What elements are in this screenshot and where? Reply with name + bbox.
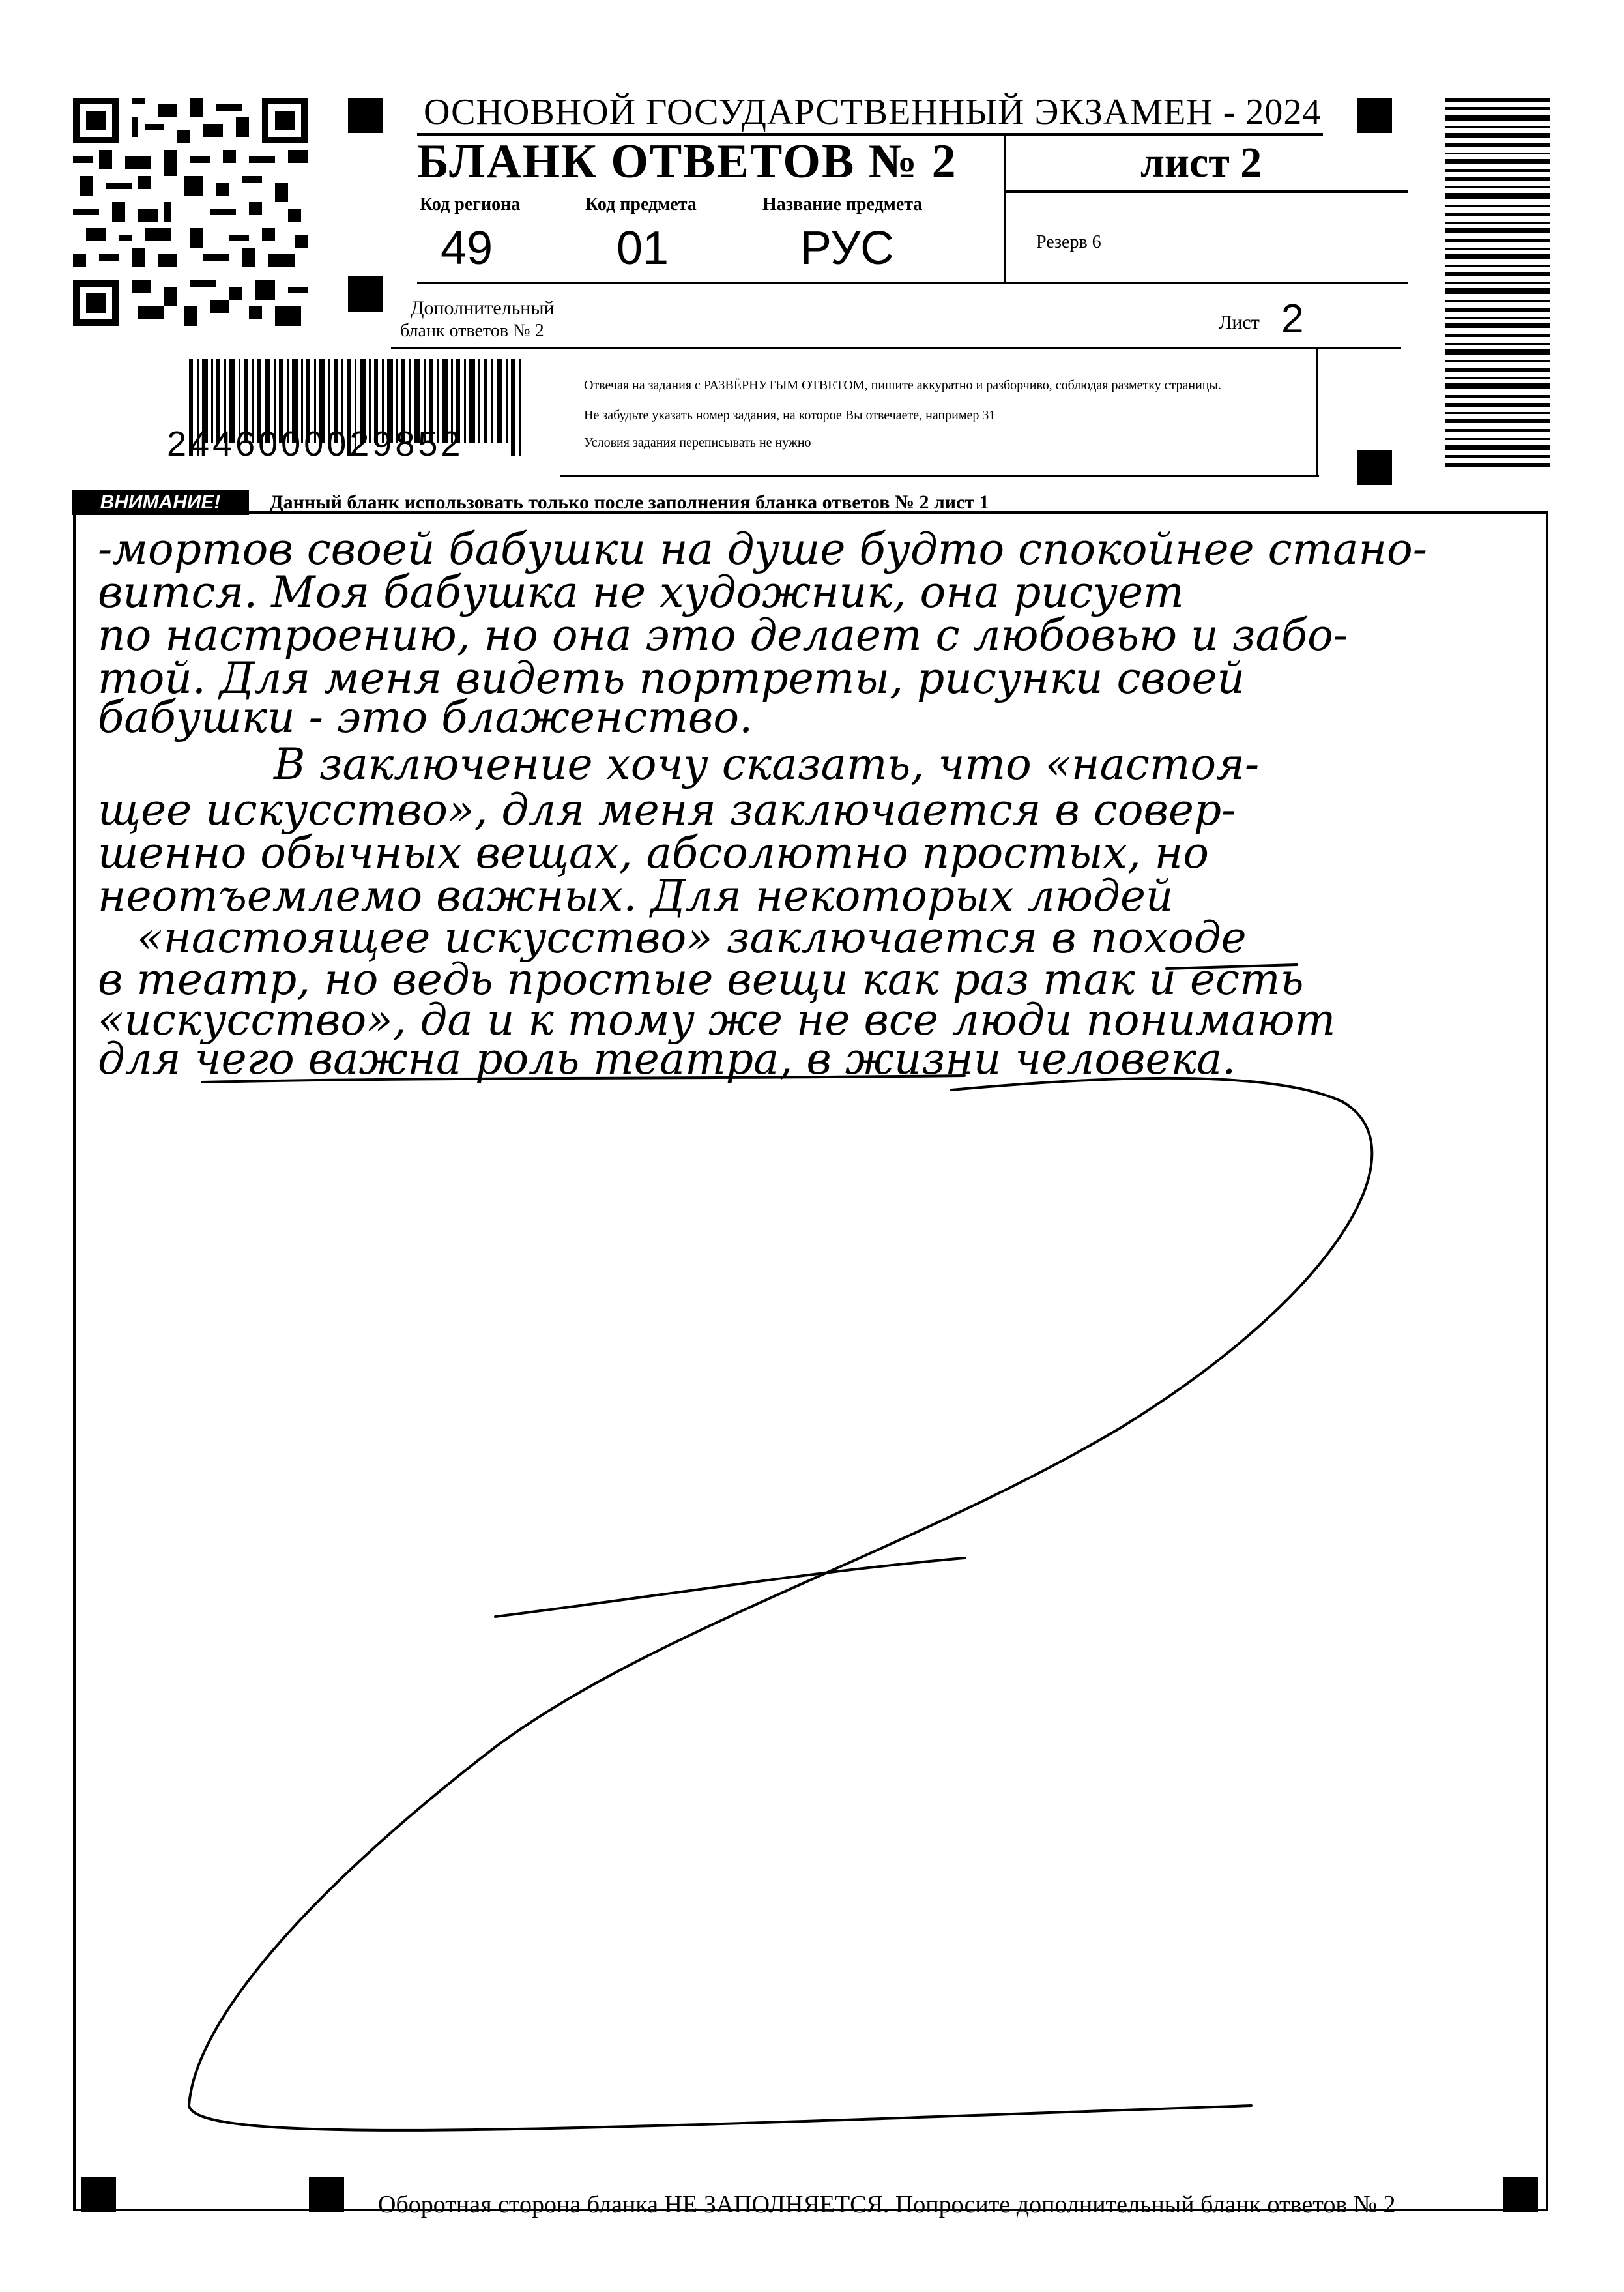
registration-marker	[348, 98, 383, 133]
handwritten-line: в театр, но ведь простые вещи как раз так и есть	[98, 954, 1304, 1005]
handwritten-line: бабушки - это блаженство.	[98, 692, 753, 742]
barcode-number: 2446000029852	[167, 424, 464, 463]
handwritten-line: той. Для меня видеть портреты, рисунки своей	[98, 653, 1245, 703]
additional-underline	[391, 347, 1401, 349]
footer-note: Оборотная сторона бланка НЕ ЗАПОЛНЯЕТСЯ. Попросите дополнительный бланк ответов № 2	[378, 2191, 1396, 2218]
header-divider	[417, 282, 1408, 284]
handwritten-line: для чего важна роль театра, в жизни человека.	[98, 1034, 1236, 1084]
qr-code	[73, 98, 308, 326]
sheet-title: лист 2	[1140, 139, 1262, 186]
attention-badge: ВНИМАНИЕ!	[72, 490, 249, 515]
handwritten-line: «настоящее искусство» заключается в походе	[137, 913, 1247, 963]
registration-marker	[348, 276, 383, 312]
subject-code-value: 01	[616, 222, 669, 274]
form-title: БЛАНК ОТВЕТОВ № 2	[417, 135, 957, 188]
handwritten-line: щее искусство», для меня заключается в совер-	[98, 785, 1236, 835]
handwritten-line: по настроению, но она это делает с любовью и забо-	[98, 610, 1348, 660]
handwritten-line: неотъемлемо важных. Для некоторых людей	[98, 871, 1174, 921]
handwritten-line: вится. Моя бабушка не художник, она рисует	[98, 567, 1184, 617]
instruction-line: Отвечая на задания с РАЗВЁРНУТЫМ ОТВЕТОМ, пишите аккуратно и разборчиво, соблюдая разметку страницы.	[584, 378, 1221, 392]
handwritten-line: шенно обычных вещах, абсолютно простых, но	[98, 828, 1209, 878]
region-label: Код региона	[420, 194, 521, 214]
registration-marker	[1357, 450, 1392, 485]
header-divider	[1004, 190, 1408, 193]
header-vertical-divider	[1004, 134, 1006, 284]
reserve-text: Резерв 6	[1036, 232, 1101, 252]
sheet-value: 2	[1281, 297, 1304, 342]
instructions-bottom	[560, 475, 1319, 477]
instructions-border	[1316, 347, 1318, 477]
registration-marker	[1357, 98, 1392, 133]
handwritten-line: В заключение хочу сказать, что «настоя-	[274, 739, 1260, 789]
subject-name-label: Название предмета	[762, 194, 923, 214]
instruction-line: Условия задания переписывать не нужно	[584, 435, 811, 450]
additional-label-line1: Дополнительный	[411, 297, 555, 319]
region-value: 49	[441, 222, 493, 274]
handwritten-line: -мортов своей бабушки на душе будто спокойнее стано-	[98, 524, 1428, 574]
subject-code-label: Код предмета	[585, 194, 697, 214]
sheet-label: Лист	[1219, 312, 1260, 333]
instruction-line: Не забудьте указать номер задания, на которое Вы отвечаете, например 31	[584, 408, 996, 422]
attention-text: Данный бланк использовать только после заполнения бланка ответов № 2 лист 1	[270, 492, 989, 513]
subject-name-value: РУС	[800, 222, 895, 274]
exam-title: ОСНОВНОЙ ГОСУДАРСТВЕННЫЙ ЭКЗАМЕН - 2024	[424, 92, 1322, 132]
handwritten-line: «искусство», да и к тому же не все люди понимают	[98, 995, 1336, 1045]
additional-label-line2: бланк ответов № 2	[400, 321, 544, 341]
side-barcode	[1445, 98, 1550, 469]
